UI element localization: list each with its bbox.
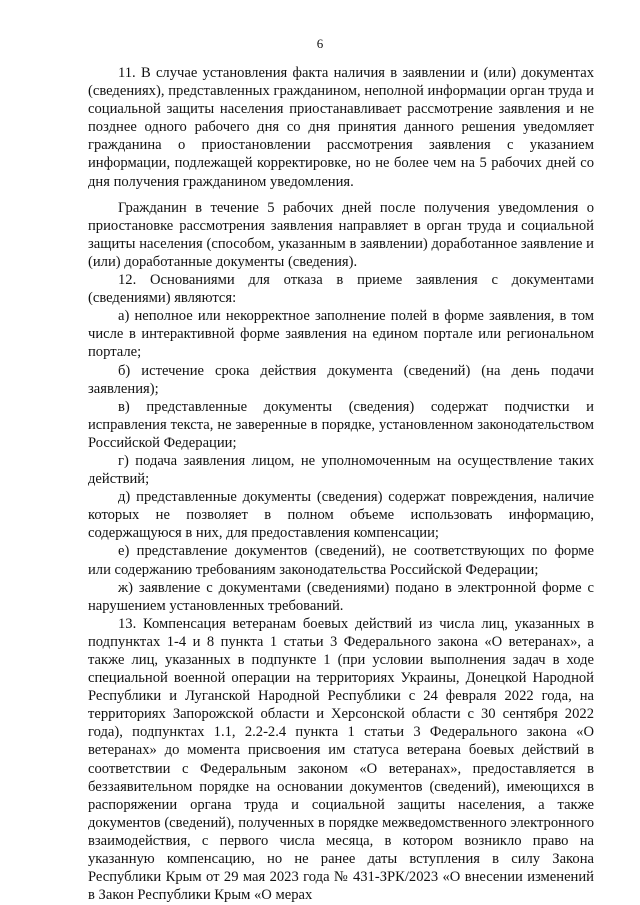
document-body [88, 64, 594, 904]
page-number: 6 [316, 36, 324, 51]
list-item-b: б) истечение срока действия документа (сведений) (на день подачи заявления); [88, 362, 594, 397]
list-item-e: е) представление документов (сведений), не соответствующих по форме или содержанию требованиям законодательства Российской Федерации; [88, 543, 594, 578]
list-item-v: в) представленные документы (сведения) содержат подчистки и исправления текста, не заверенные в порядке, установленном законодательством Российской Федерации; [88, 398, 594, 451]
list-item-a: а) неполное или некорректное заполнение полей в форме заявления, в том числе в интерактивной форме заявления на едином портале или региональном портале; [88, 308, 594, 361]
paragraph-13: 13. Компенсация ветеранам боевых действий из числа лиц, указанных в подпунктах 1-4 и 8 пункта 1 статьи 3 Федерального закона «О ветеранах», а также лиц, указанных в подпункте 1 (при условии выполнения задач в ходе специальной военной операции на территориях Украины, Донецкой Народной Республики и Луганской Народной Республики с 24 февраля 2022 года, на территориях Запорожской области и Херсонской области с 30 сентября 2022 года), подпунктах 1.1, 2.2-2.4 пункта 1 статьи 3 Федерального закона «О ветеранах» до момента присвоения им статуса ветерана боевых действий в соответствии с Федеральным законом «О ветеранах», предоставляется в беззаявительном порядке на основании документов (сведений), имеющихся в распоряжении органа труда и социальной защиты населения, а также документов (сведений), полученных в порядке межведомственного электронного взаимодействия, с первого числа месяца, в котором возникло право на указанную компенсацию, но не ранее даты вступления в силу Закона Республики Крым от 29 мая 2023 года № 431-ЗРК/2023 «О внесении изменений в Закон Республики Крым «О мерах [88, 615, 594, 904]
list-item-zh: ж) заявление с документами (сведениями) подано в электронной форме с нарушением установленных требований. [88, 579, 594, 614]
paragraph-11-continuation: Гражданин в течение 5 рабочих дней после получения уведомления о приостановке рассмотрения заявления направляет в орган труда и социальной защиты населения (способом, указанным в заявлении) доработанное заявление и (или) доработанные документы (сведения). [88, 199, 594, 270]
paragraph-11: 11. В случае установления факта наличия в заявлении и (или) документах (сведениях), представленных гражданином, неполной информации орган труда и социальной защиты населения приостанавливает рассмотрение заявления и не позднее одного рабочего дня со дня принятия данного решения уведомляет гражданина о приостановлении рассмотрения заявления с указанием информации, подлежащей корректировке, но не более чем на 5 рабочих дней со дня получения гражданином уведомления. [88, 65, 594, 190]
list-item-d: д) представленные документы (сведения) содержат повреждения, наличие которых не позволяет в полном объеме использовать информацию, содержащуюся в них, для предоставления компенсации; [88, 489, 594, 542]
paragraph-12: 12. Основаниями для отказа в приеме заявления с документами (сведениями) являются: [88, 272, 594, 307]
list-item-g: г) подача заявления лицом, не уполномоченным на осуществление таких действий; [88, 452, 594, 488]
